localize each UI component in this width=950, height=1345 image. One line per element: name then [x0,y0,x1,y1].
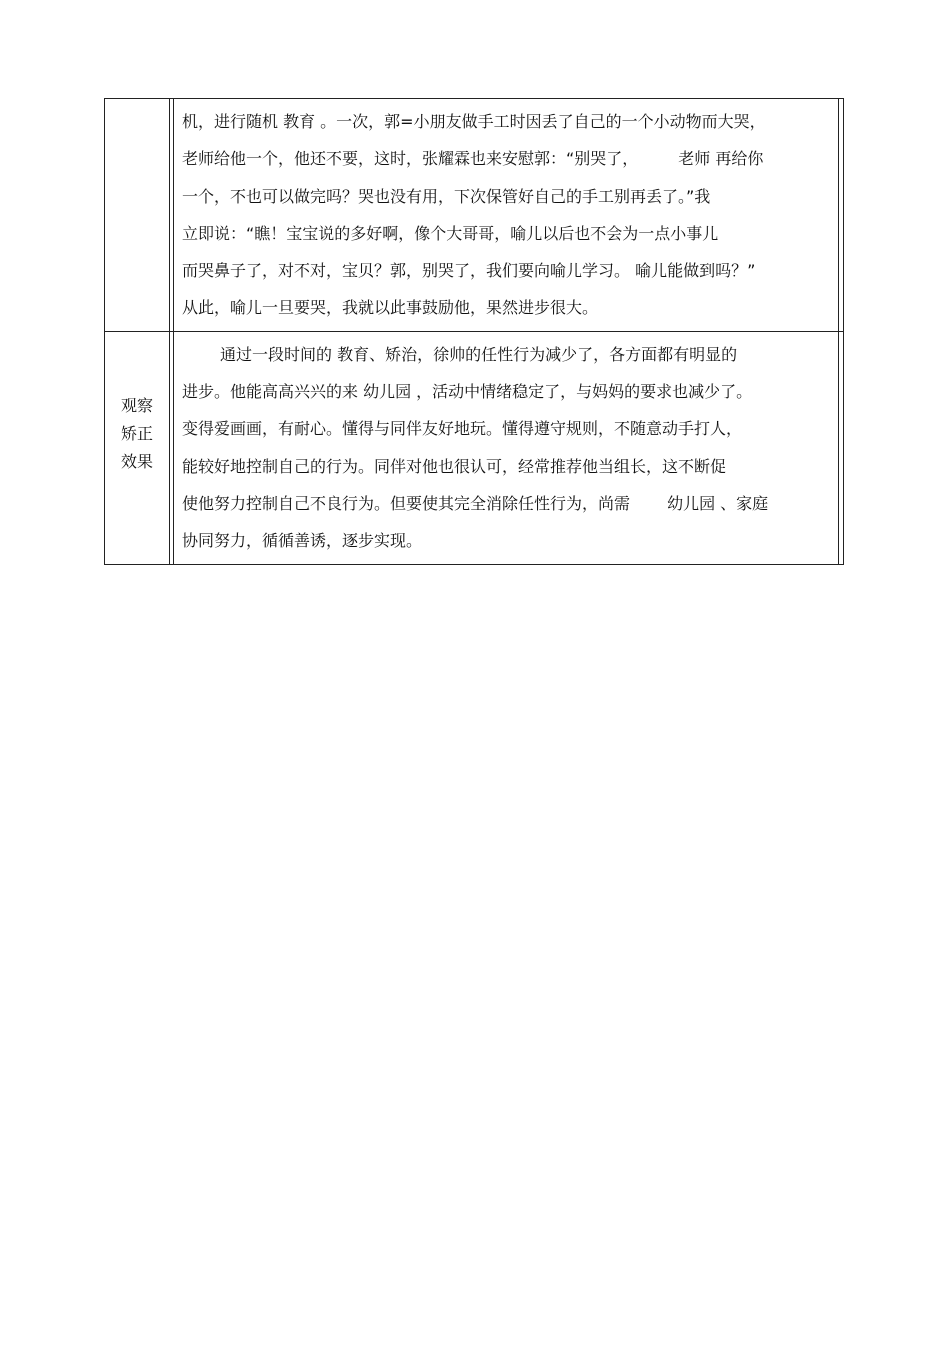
cell-divider [839,331,844,564]
paragraph-line: 变得爱画画，有耐心。懂得与同伴友好地玩。懂得遵守规则，不随意动手打人， [182,419,743,439]
paragraph-line: 进步。他能高高兴兴的来 幼儿园 ，活动中情绪稳定了，与妈妈的要求也减少了。 [182,382,753,402]
paragraph-line: 一个，不也可以做完吗？哭也没有用，下次保管好自己的手工别再丢了。”我 [182,186,711,206]
paragraph-line: 立即说：“瞧！宝宝说的多好啊，像个大哥哥，喻儿以后也不会为一点小事儿 [182,223,719,243]
row-label-cell [105,99,170,332]
paragraph-line: 而哭鼻子了，对不对，宝贝？郭，别哭了，我们要向喻儿学习。 喻儿能做到吗？” [182,261,756,281]
row-label-line: 观察 [120,395,153,415]
row-content-cell [174,331,839,564]
row-label-line: 效果 [120,451,153,471]
paragraph-line: 老师给他一个，他还不要，这时，张耀霖也来安慰郭：“别哭了， 老师 再给你 [182,149,764,169]
paragraph-line: 机，进行随机 教育 。一次，郭=小朋友做手工时因丢了自己的一个小动物而大哭， [182,112,766,131]
row-label-line: 矫正 [120,423,153,443]
observation-table [104,98,844,565]
paragraph-line: 通过一段时间的 教育、矫治，徐帅的任性行为减少了，各方面都有明显的 [220,344,738,364]
paragraph-line: 使他努力控制自己不良行为。但要使其完全消除任性行为，尚需 幼儿园 、家庭 [182,493,769,513]
table-row [105,331,844,564]
row-label-cell [105,331,170,564]
cell-divider [839,99,844,332]
paragraph-line: 能较好地控制自己的行为。同伴对他也很认可，经常推荐他当组长，这不断促 [182,456,727,476]
row-content-cell [174,99,839,332]
paragraph-line: 从此，喻儿一旦要哭，我就以此事鼓励他，果然进步很大。 [182,298,599,318]
paragraph-line: 协同努力，循循善诱，逐步实现。 [182,531,423,551]
table-row [105,99,844,332]
